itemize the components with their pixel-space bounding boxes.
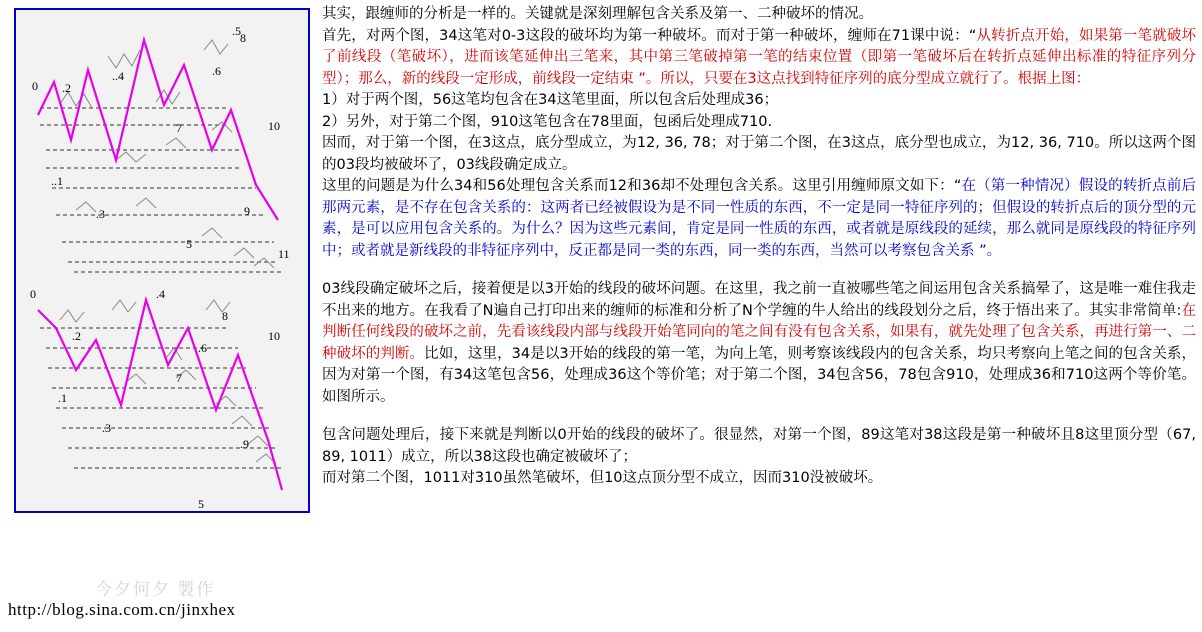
paragraph-1 bbox=[322, 4, 1196, 26]
text-run: 这里的问题是为什么34和56处理包含关系而12和36却不处理包含关系。这里引用缠师原文如下：“ bbox=[322, 178, 962, 194]
svg-text:.9: .9 bbox=[240, 437, 249, 451]
svg-text:.2: .2 bbox=[62, 81, 71, 95]
svg-text:10: 10 bbox=[268, 329, 280, 343]
svg-text:10: 10 bbox=[268, 119, 280, 133]
text-run: 因而，对于第一个图，在3这点，底分型成立，为12, 36, 78；对于第二个图，在3这点，底分型也成立，为12, 36, 710。所以这两个图的03段均被破坏了，03线段确定成立。 bbox=[322, 135, 1196, 173]
svg-text:..1: ..1 bbox=[51, 174, 63, 188]
article-text bbox=[322, 4, 1196, 490]
svg-text:.6: .6 bbox=[198, 341, 207, 355]
paragraph-6 bbox=[322, 176, 1196, 262]
svg-text:..4: ..4 bbox=[112, 69, 124, 83]
paragraph-3 bbox=[322, 90, 1196, 112]
text-run: 03线段确定破坏之后，接着便是以3开始的线段的破坏问题。在这里，我之前一直被哪些笔之间运用包含关系搞晕了，这是唯一难住我走不出来的地方。在我看了N遍自己打印出来的缠师的标准和分析了N个学缠的牛人给出的线段划分之后，终于悟出来了。其实非常简单: bbox=[322, 281, 1196, 319]
svg-text:7: 7 bbox=[176, 121, 182, 135]
blog-url: http://blog.sina.com.cn/jinxhex bbox=[8, 600, 236, 619]
svg-text:9: 9 bbox=[244, 204, 250, 218]
paragraph-2 bbox=[322, 26, 1196, 91]
svg-text:.6: .6 bbox=[212, 64, 221, 78]
paragraph-4 bbox=[322, 112, 1196, 134]
text-run: 其实，跟缠师的分析是一样的。关键就是深刻理解包含关系及第一、二种破坏的情况。 bbox=[322, 6, 873, 22]
svg-text:.5: .5 bbox=[232, 24, 241, 38]
svg-text:0: 0 bbox=[30, 287, 36, 301]
text-run: 在判断任何线段的破坏之前，先看该线段内部与线段开始笔同向的笔之间有没有包含关系，如果有，就先处理了包含关系，再进行第一、二种破坏的判断。 bbox=[322, 302, 1196, 362]
text-run: 从转折点开始，如果第一笔就破坏了前线段（笔破坏），进而该笔延伸出三笔来，其中第三笔破掉第一笔的结束位置（即第一笔破坏后在转折点延伸出标准的特征序列分型）；那么，新的线段一定形成，前线段一定结束 ”。所以，只要在3这点找到特征序列的底分型成立就行了。根据上图： bbox=[322, 27, 1197, 87]
svg-text:.4: .4 bbox=[156, 287, 165, 301]
svg-text:0: 0 bbox=[32, 79, 38, 93]
spacer-2 bbox=[322, 408, 1196, 425]
svg-text:.3: .3 bbox=[102, 421, 111, 435]
stock-line-chart bbox=[16, 10, 308, 511]
svg-text:5: 5 bbox=[198, 497, 204, 511]
text-run: 在（第一种情况）假设的转折点前后那两元素，是不存在包含关系的：这两者已经被假设为是不同一性质的东西，不一定是同一特征序列的；但假设的转折点后的顶分型的元素，是可以应用包含关系的。为什么？因为这些元素间，肯定是同一性质的东西，或者就是原线段的延续，那么就同是原线段的特征序列中；或者就是新线段的非特征序列中，反正都是同一类的东西，同一类的东西，当然可以考察包含关系 ”。 bbox=[322, 178, 1196, 259]
chart-panel bbox=[14, 8, 310, 513]
paragraph-9 bbox=[322, 468, 1196, 490]
text-run: 而对第二个图，1011对310虽然笔破坏，但10这点顶分型不成立，因而310没被破坏。 bbox=[322, 470, 883, 486]
svg-text:8: 8 bbox=[222, 309, 228, 323]
text-run: 首先，对两个图，34这笔对0-3这段的破坏均为第一种破坏。而对于第一种破坏，缠师在71课中说：“ bbox=[322, 27, 977, 44]
svg-text:11: 11 bbox=[278, 247, 290, 261]
spacer-1 bbox=[322, 262, 1196, 279]
watermark-signature: 今夕何夕 製作 bbox=[95, 580, 216, 599]
paragraph-7 bbox=[322, 279, 1196, 408]
text-run: 2）另外，对于第二个图，910这笔包含在78里面，包函后处理成710. bbox=[322, 113, 773, 130]
text-run: 比如，这里，34是以3开始的线段的第一笔，为向上笔，则考察该线段内的包含关系，均只考察向上笔之间的包含关系，因为对第一个图，有34这笔包含56，处理成36这个等价笔；对于第二个图，34包含56，78包含910，处理成36和710这两个等价笔。如图所示。 bbox=[322, 345, 1197, 405]
svg-text:8: 8 bbox=[240, 31, 246, 45]
svg-text:5: 5 bbox=[186, 237, 192, 251]
text-run: 包含问题处理后，接下来就是判断以0开始的线段的破坏了。很显然，对第一个图，89这笔对38这段是第一种破坏且8这里顶分型（67, 89, 1011）成立，所以38这段也确定被破坏了； bbox=[322, 427, 1196, 465]
paragraph-5 bbox=[322, 133, 1196, 176]
paragraph-8 bbox=[322, 425, 1196, 468]
svg-text:7: 7 bbox=[176, 371, 182, 385]
svg-text:.2: .2 bbox=[72, 329, 81, 343]
text-run: 1）对于两个图，56这笔均包含在34这笔里面，所以包含后处理成36； bbox=[322, 92, 779, 108]
svg-text:.1: .1 bbox=[58, 391, 67, 405]
svg-text:.3: .3 bbox=[96, 207, 105, 221]
